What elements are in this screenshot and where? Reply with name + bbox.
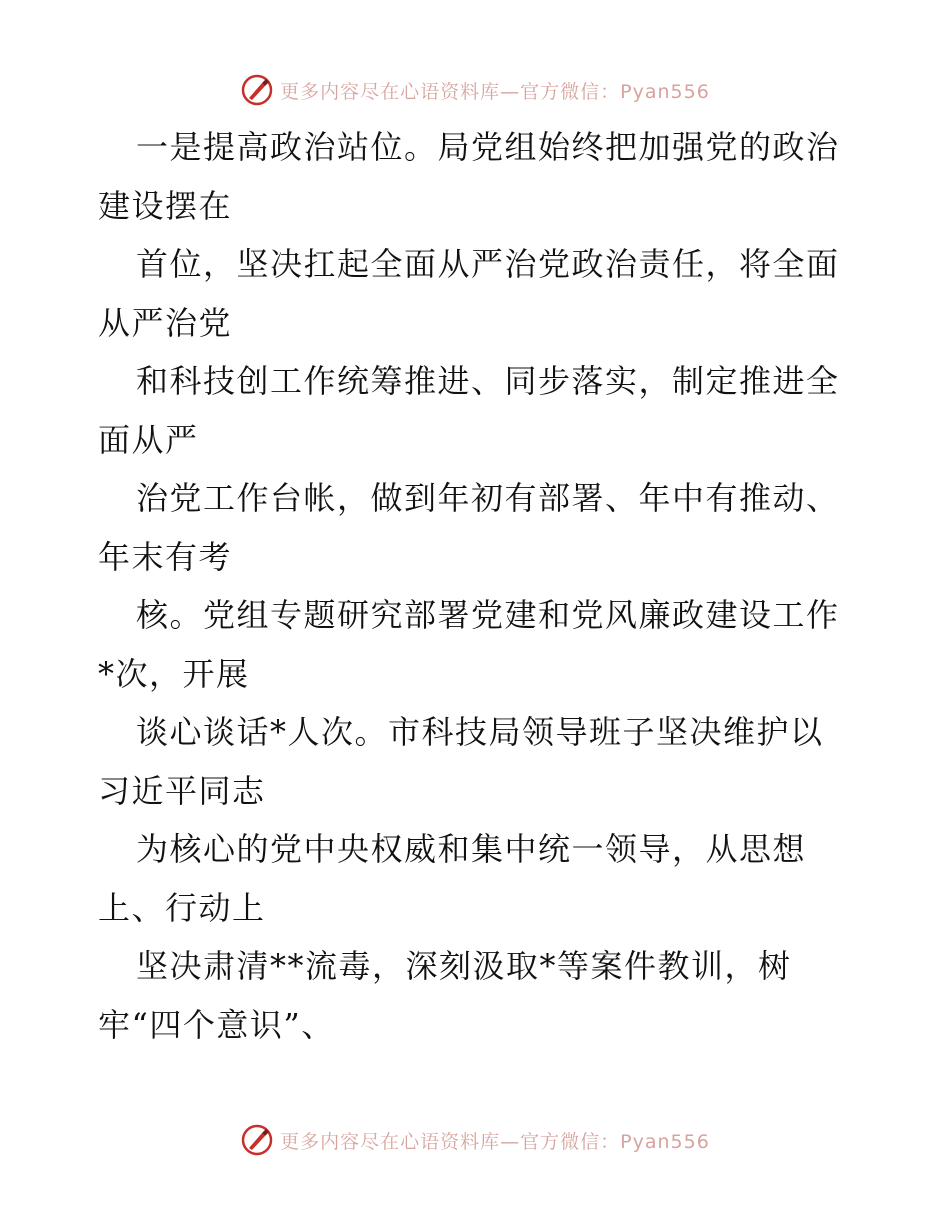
text-line: 习近平同志	[98, 771, 266, 810]
text-line: 为核心的党中央权威和集中统一领导，从思想	[136, 830, 807, 868]
watermark-text: 更多内容尽在心语资料库—官方微信：Pyan556	[280, 80, 710, 103]
text-line: 面从严	[98, 420, 199, 459]
text-line: 核。党组专题研究部署党建和党风廉政建设工作	[136, 596, 840, 634]
text-line: 建设摆在	[98, 186, 233, 225]
pen-logo-icon	[240, 73, 274, 107]
document-body	[98, 118, 858, 1054]
pen-logo-icon	[240, 1123, 274, 1157]
text-line: 和科技创工作统筹推进、同步落实，制定推进全	[136, 362, 840, 400]
footer-watermark	[0, 1120, 950, 1160]
text-line: 牢“四个意识”、	[98, 1005, 335, 1044]
text-line: 治党工作台帐，做到年初有部署、年中有推动、	[136, 479, 840, 517]
text-line: 年末有考	[98, 537, 233, 576]
text-line: 一是提高政治站位。局党组始终把加强党的政治	[136, 128, 840, 166]
text-line: *次，开展	[98, 654, 250, 693]
header-watermark	[0, 70, 950, 110]
text-line: 从严治党	[98, 303, 233, 342]
text-line: 上、行动上	[98, 888, 266, 927]
watermark-text: 更多内容尽在心语资料库—官方微信：Pyan556	[280, 1130, 710, 1153]
text-line: 谈心谈话*人次。市科技局领导班子坚决维护以	[136, 713, 824, 751]
text-line: 首位，坚决扛起全面从严治党政治责任，将全面	[136, 245, 840, 283]
text-line: 坚决肃清**流毒，深刻汲取*等案件教训，树	[136, 947, 792, 985]
